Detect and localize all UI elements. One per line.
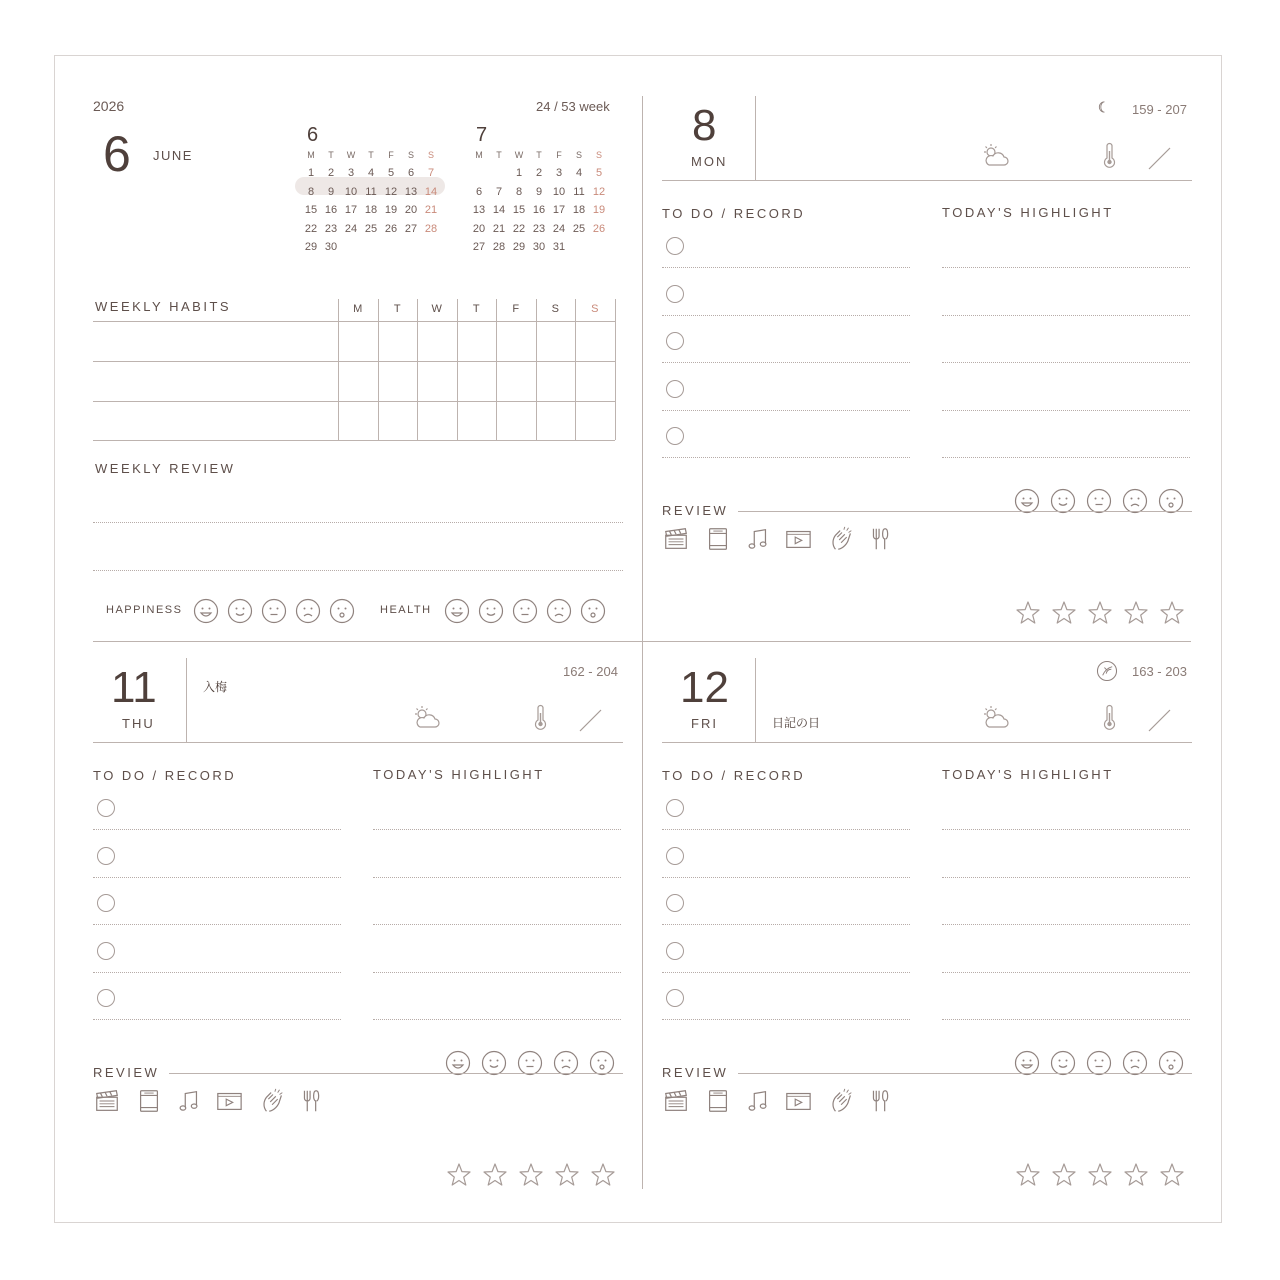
month-name: JUNE xyxy=(153,148,193,163)
year-label: 2026 xyxy=(93,98,125,114)
todo-line xyxy=(93,1019,341,1020)
music-note-icon[interactable] xyxy=(744,525,772,553)
review-label: REVIEW xyxy=(662,503,729,518)
music-note-icon[interactable] xyxy=(175,1087,203,1115)
weekday-header: T xyxy=(328,150,334,160)
todo-checkbox[interactable] xyxy=(97,799,115,817)
thermometer-icon[interactable] xyxy=(525,703,555,733)
calendar-day: 3 xyxy=(555,167,563,180)
day-name: THU xyxy=(122,716,155,731)
weekday-header: T xyxy=(368,150,374,160)
calendar-day: 16 xyxy=(532,204,546,217)
calendar-day: 6 xyxy=(407,167,415,180)
calendar-day: 26 xyxy=(384,222,398,235)
highlight-line xyxy=(942,1019,1190,1020)
rating-star-icon[interactable] xyxy=(517,1161,545,1189)
todo-line xyxy=(662,972,910,973)
weekday-header: M xyxy=(475,150,483,160)
weekday-header: F xyxy=(388,150,394,160)
review-line xyxy=(169,1073,623,1074)
highlight-line xyxy=(373,877,621,878)
highlight-line xyxy=(373,1019,621,1020)
calendar-day: 24 xyxy=(552,222,566,235)
thermometer-icon[interactable] xyxy=(1094,703,1124,733)
movie-clapper-icon[interactable] xyxy=(662,525,690,553)
mini-calendar-june xyxy=(301,146,441,256)
rating-star-icon[interactable] xyxy=(553,1161,581,1189)
calendar-day: 15 xyxy=(304,204,318,217)
clap-icon[interactable] xyxy=(828,525,856,553)
habit-col-line xyxy=(417,299,418,440)
day-count: 163 - 203 xyxy=(1132,664,1187,679)
clap-icon[interactable] xyxy=(828,1087,856,1115)
calendar-day: 11 xyxy=(365,185,377,198)
rating-star-icon[interactable] xyxy=(1014,599,1042,627)
day-event: 日記の日 xyxy=(772,716,821,730)
weekday-header: W xyxy=(346,150,356,160)
todo-line xyxy=(662,267,910,268)
weekly-habits-label: WEEKLY HABITS xyxy=(95,299,232,314)
calendar-day: 21 xyxy=(492,222,506,235)
calendar-day: 11 xyxy=(573,185,585,198)
habits-line-4 xyxy=(93,440,615,441)
highlight-line xyxy=(942,924,1190,925)
calendar-day: 30 xyxy=(532,240,546,253)
slash-icon xyxy=(1144,704,1174,734)
movie-clapper-icon[interactable] xyxy=(662,1087,690,1115)
calendar-day: 26 xyxy=(592,222,606,235)
day-number: 11 xyxy=(111,663,157,712)
calendar-day: 25 xyxy=(572,222,586,235)
highlight-line xyxy=(373,972,621,973)
habit-day-4: F xyxy=(512,303,520,315)
highlight-line xyxy=(942,877,1190,878)
todo-record-label: TO DO / RECORD xyxy=(662,206,806,221)
calendar-day: 9 xyxy=(535,185,543,198)
habit-day-1: T xyxy=(393,303,401,315)
todo-checkbox[interactable] xyxy=(666,285,684,303)
planner-page xyxy=(54,55,1222,1223)
moon-phase-icon xyxy=(1094,658,1120,684)
very-sad-face-icon[interactable] xyxy=(580,598,606,624)
calendar-day: 20 xyxy=(404,204,418,217)
mini-calendar-july xyxy=(469,146,609,256)
rating-star-icon[interactable] xyxy=(1086,1161,1114,1189)
review-line xyxy=(738,1073,1192,1074)
highlight-line xyxy=(942,362,1190,363)
day-count: 159 - 207 xyxy=(1132,102,1187,117)
center-divider-horizontal xyxy=(93,641,1191,642)
todo-checkbox[interactable] xyxy=(666,989,684,1007)
calendar-day: 29 xyxy=(512,240,526,253)
calendar-day: 18 xyxy=(572,204,586,217)
slash-icon xyxy=(575,704,605,734)
todo-line xyxy=(662,829,910,830)
todo-checkbox[interactable] xyxy=(97,989,115,1007)
center-divider-vertical xyxy=(642,96,643,1189)
sad-face-icon[interactable] xyxy=(295,598,321,624)
video-play-icon[interactable] xyxy=(784,1087,812,1115)
calendar-day: 30 xyxy=(324,240,338,253)
weekly-review-label: WEEKLY REVIEW xyxy=(95,461,236,476)
habit-col-line xyxy=(457,299,458,440)
calendar-day: 5 xyxy=(595,167,603,180)
habit-day-0: M xyxy=(353,303,363,315)
health-label: HEALTH xyxy=(380,604,432,616)
slash-icon xyxy=(1144,142,1174,172)
month-number: 6 xyxy=(103,126,131,182)
review-line-1 xyxy=(93,522,623,523)
calendar-day: 23 xyxy=(324,222,338,235)
todays-highlight-label: TODAY'S HIGHLIGHT xyxy=(942,205,1114,220)
calendar-day: 2 xyxy=(327,167,335,180)
todo-record-label: TO DO / RECORD xyxy=(93,768,237,783)
calendar-day: 12 xyxy=(384,185,398,198)
todo-checkbox[interactable] xyxy=(666,332,684,350)
rating-star-icon[interactable] xyxy=(1158,1161,1186,1189)
rating-star-icon[interactable] xyxy=(1122,599,1150,627)
day-event: 入梅 xyxy=(203,680,228,694)
habit-col-line xyxy=(536,299,537,440)
book-icon[interactable] xyxy=(704,1087,732,1115)
calendar-day: 6 xyxy=(475,185,483,198)
sad-face-icon[interactable] xyxy=(546,598,572,624)
todo-line xyxy=(662,877,910,878)
calendar-day: 1 xyxy=(515,167,523,180)
calendar-day: 19 xyxy=(384,204,398,217)
calendar-day: 7 xyxy=(427,167,435,180)
day-name: MON xyxy=(691,154,728,169)
calendar-day: 13 xyxy=(472,204,486,217)
day-number: 8 xyxy=(692,101,717,150)
todo-checkbox[interactable] xyxy=(666,847,684,865)
neutral-face-icon[interactable] xyxy=(512,598,538,624)
calendar-day: 14 xyxy=(424,185,438,198)
todo-checkbox[interactable] xyxy=(666,894,684,912)
calendar-day: 10 xyxy=(344,185,358,198)
music-note-icon[interactable] xyxy=(744,1087,772,1115)
todo-line xyxy=(93,877,341,878)
highlight-line xyxy=(373,829,621,830)
very-sad-face-icon[interactable] xyxy=(329,598,355,624)
todo-line xyxy=(662,457,910,458)
mini-cal-july-title: 7 xyxy=(476,124,488,146)
habit-col-line xyxy=(338,299,339,440)
habit-day-2: W xyxy=(431,303,442,315)
todo-checkbox[interactable] xyxy=(97,847,115,865)
todo-checkbox[interactable] xyxy=(666,380,684,398)
fork-knife-icon[interactable] xyxy=(866,525,894,553)
calendar-day: 3 xyxy=(347,167,355,180)
book-icon[interactable] xyxy=(704,525,732,553)
day-header-line xyxy=(93,742,623,743)
thermometer-icon[interactable] xyxy=(1094,141,1124,171)
weekday-header: S xyxy=(595,150,602,160)
highlight-line xyxy=(942,267,1190,268)
rating-star-icon[interactable] xyxy=(1122,1161,1150,1189)
calendar-day: 28 xyxy=(424,222,438,235)
happiness-label: HAPPINESS xyxy=(106,604,183,616)
review-label: REVIEW xyxy=(93,1065,160,1080)
moon-phase-icon xyxy=(1092,96,1114,118)
day-header-divider xyxy=(186,658,187,742)
video-play-icon[interactable] xyxy=(784,525,812,553)
calendar-day: 31 xyxy=(552,240,566,253)
day-header-divider xyxy=(755,658,756,742)
calendar-day: 19 xyxy=(592,204,606,217)
rating-star-icon[interactable] xyxy=(1014,1161,1042,1189)
weekday-header: S xyxy=(575,150,582,160)
highlight-line xyxy=(942,410,1190,411)
todo-checkbox[interactable] xyxy=(666,799,684,817)
neutral-face-icon[interactable] xyxy=(261,598,287,624)
calendar-day: 21 xyxy=(424,204,438,217)
todo-line xyxy=(662,362,910,363)
very-happy-face-icon[interactable] xyxy=(193,598,219,624)
habits-line-2 xyxy=(93,361,615,362)
day-header-line xyxy=(662,180,1192,181)
calendar-day: 4 xyxy=(575,167,583,180)
calendar-day: 5 xyxy=(387,167,395,180)
rating-star-icon[interactable] xyxy=(445,1161,473,1189)
todo-line xyxy=(662,1019,910,1020)
review-label: REVIEW xyxy=(662,1065,729,1080)
review-line xyxy=(738,511,1192,512)
day-header-divider xyxy=(755,96,756,180)
calendar-day: 28 xyxy=(492,240,506,253)
calendar-day: 20 xyxy=(472,222,486,235)
calendar-day: 8 xyxy=(307,185,315,198)
habit-day-3: T xyxy=(472,303,480,315)
habit-day-5: S xyxy=(551,303,559,315)
video-play-icon[interactable] xyxy=(215,1087,243,1115)
calendar-day: 29 xyxy=(304,240,318,253)
blank-cell xyxy=(489,164,509,182)
calendar-day: 4 xyxy=(367,167,375,180)
habit-day-6: S xyxy=(591,303,599,315)
habit-col-line xyxy=(496,299,497,440)
day-number: 12 xyxy=(680,663,729,712)
highlight-line xyxy=(942,315,1190,316)
rating-star-icon[interactable] xyxy=(1050,599,1078,627)
weekday-header: M xyxy=(307,150,315,160)
calendar-day: 27 xyxy=(404,222,418,235)
very-happy-face-icon[interactable] xyxy=(444,598,470,624)
week-number: 24 / 53 week xyxy=(536,99,610,114)
todo-record-label: TO DO / RECORD xyxy=(662,768,806,783)
calendar-day: 18 xyxy=(364,204,378,217)
calendar-day: 13 xyxy=(404,185,418,198)
rating-star-icon[interactable] xyxy=(1050,1161,1078,1189)
day-header-line xyxy=(662,742,1192,743)
rating-star-icon[interactable] xyxy=(481,1161,509,1189)
calendar-day: 2 xyxy=(535,167,543,180)
calendar-day: 8 xyxy=(515,185,523,198)
calendar-day: 16 xyxy=(324,204,338,217)
fork-knife-icon[interactable] xyxy=(297,1087,325,1115)
day-count: 162 - 204 xyxy=(563,664,618,679)
todo-checkbox[interactable] xyxy=(97,942,115,960)
rating-star-icon[interactable] xyxy=(589,1161,617,1189)
calendar-day: 27 xyxy=(472,240,486,253)
calendar-day: 12 xyxy=(592,185,606,198)
calendar-day: 24 xyxy=(344,222,358,235)
calendar-day: 9 xyxy=(327,185,335,198)
todo-line xyxy=(93,829,341,830)
weekday-header: S xyxy=(407,150,414,160)
weekday-header: W xyxy=(514,150,524,160)
todo-line xyxy=(93,972,341,973)
calendar-day: 25 xyxy=(364,222,378,235)
blank-cell xyxy=(469,164,489,182)
calendar-day: 14 xyxy=(492,204,506,217)
habit-col-line xyxy=(378,299,379,440)
todo-line xyxy=(93,924,341,925)
rating-star-icon[interactable] xyxy=(1086,599,1114,627)
weather-icon[interactable] xyxy=(980,703,1010,733)
calendar-day: 22 xyxy=(304,222,318,235)
calendar-day: 22 xyxy=(512,222,526,235)
calendar-day: 17 xyxy=(552,204,566,217)
highlight-line xyxy=(373,924,621,925)
calendar-day: 10 xyxy=(552,185,566,198)
todo-checkbox[interactable] xyxy=(666,942,684,960)
calendar-day: 15 xyxy=(512,204,526,217)
fork-knife-icon[interactable] xyxy=(866,1087,894,1115)
todo-line xyxy=(662,924,910,925)
weekday-header: F xyxy=(556,150,562,160)
weather-icon[interactable] xyxy=(411,703,441,733)
habits-line-1 xyxy=(93,321,615,322)
highlight-line xyxy=(942,457,1190,458)
habit-col-line xyxy=(575,299,576,440)
day-name: FRI xyxy=(691,716,718,731)
clap-icon[interactable] xyxy=(259,1087,287,1115)
mini-cal-june-title: 6 xyxy=(307,124,319,146)
calendar-day: 23 xyxy=(532,222,546,235)
movie-clapper-icon[interactable] xyxy=(93,1087,121,1115)
calendar-day: 7 xyxy=(495,185,503,198)
highlight-line xyxy=(942,829,1190,830)
happy-face-icon[interactable] xyxy=(227,598,253,624)
happy-face-icon[interactable] xyxy=(478,598,504,624)
todo-line xyxy=(662,410,910,411)
calendar-day: 17 xyxy=(344,204,358,217)
rating-star-icon[interactable] xyxy=(1158,599,1186,627)
book-icon[interactable] xyxy=(135,1087,163,1115)
todo-checkbox[interactable] xyxy=(666,237,684,255)
weekday-header: T xyxy=(496,150,502,160)
todays-highlight-label: TODAY'S HIGHLIGHT xyxy=(373,767,545,782)
review-line-2 xyxy=(93,570,623,571)
weekday-header: T xyxy=(536,150,542,160)
todo-line xyxy=(662,315,910,316)
todo-checkbox[interactable] xyxy=(97,894,115,912)
weather-icon[interactable] xyxy=(980,141,1010,171)
calendar-day: 1 xyxy=(307,167,315,180)
todo-checkbox[interactable] xyxy=(666,427,684,445)
todays-highlight-label: TODAY'S HIGHLIGHT xyxy=(942,767,1114,782)
weekday-header: S xyxy=(427,150,434,160)
habits-line-3 xyxy=(93,401,615,402)
highlight-line xyxy=(942,972,1190,973)
habit-col-line xyxy=(615,299,616,440)
